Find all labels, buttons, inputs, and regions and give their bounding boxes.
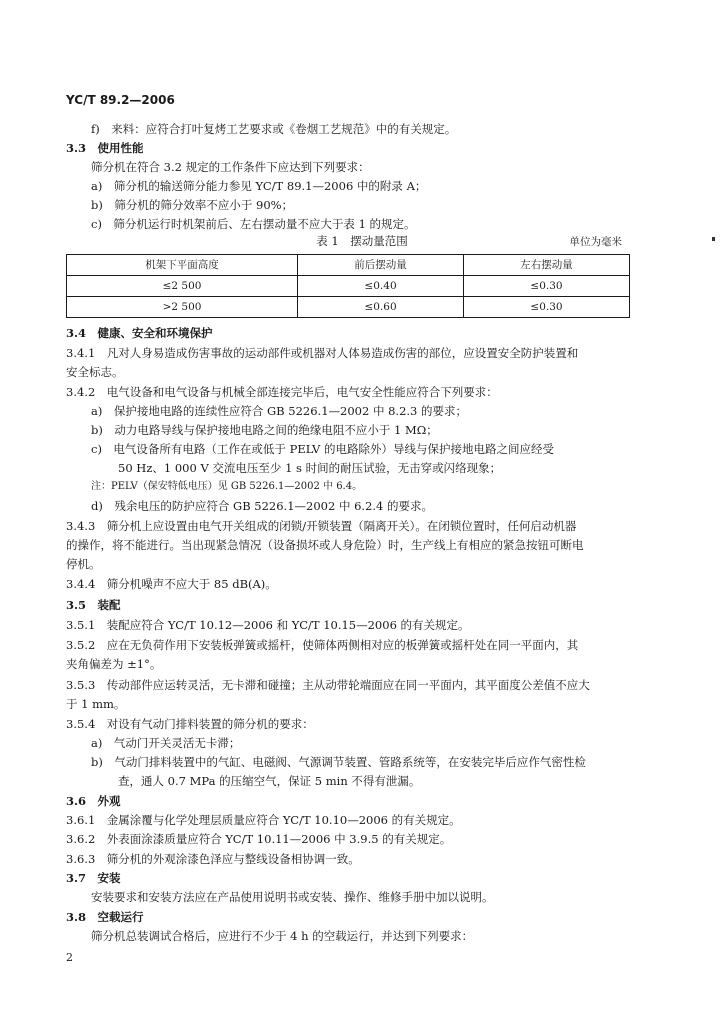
table-row (67, 297, 630, 318)
table-cell: >2 500 (67, 297, 298, 318)
table-unit: 单位为毫米 (569, 236, 622, 248)
standard-code: YC/T 89.2—2006 (66, 93, 175, 107)
table-cell: ≤2 500 (67, 276, 298, 297)
table-header-cell: 前后摆动量 (298, 255, 464, 276)
section-3-5-heading: 3.5 装配 (66, 598, 121, 612)
table-cell: ≤0.30 (464, 276, 630, 297)
section-3-6-heading: 3.6 外观 (66, 794, 121, 808)
table-cell: ≤0.60 (298, 297, 464, 318)
section-3-3-item-b: b) 筛分机的筛分效率不应小于 90%； (91, 198, 294, 212)
clause-3-4-4: 3.4.4 筛分机噪声不应大于 85 dB(A)。 (66, 577, 277, 591)
clause-3-6-3: 3.6.3 筛分机的外观涂漆色泽应与整线设备相协调一致。 (66, 852, 360, 866)
clause-3-5-3-line-2: 于 1 mm。 (66, 697, 126, 711)
clause-3-4-2-item-a: a) 保护接地电路的连续性应符合 GB 5226.1—2002 中 8.2.3 的要求； (91, 404, 468, 418)
item-f: f) 来料：应符合打叶复烤工艺要求或《卷烟工艺规范》中的有关规定。 (91, 122, 457, 136)
table-title: 表 1 摆动量范围 (316, 234, 408, 248)
section-3-7-heading: 3.7 安装 (66, 871, 121, 885)
table-cell: ≤0.30 (464, 297, 630, 318)
clause-3-4-1-line-1: 3.4.1 凡对人身易造成伤害事故的运动部件或机器对人体易造成伤害的部位，应设置安全防护装置和 (66, 346, 579, 360)
table-header-row (67, 255, 630, 276)
clause-3-4-1-line-2: 安全标志。 (66, 365, 124, 379)
clause-3-5-1: 3.5.1 装配应符合 YC/T 10.12—2006 和 YC/T 10.15—2006 的有关规定。 (66, 618, 470, 632)
clause-3-5-4-item-b-line-2: 查，通人 0.7 MPa 的压缩空气，保证 5 min 不得有泄漏。 (118, 774, 421, 788)
clause-3-4-2-item-c-line-2: 50 Hz、1 000 V 交流电压至少 1 s 时间的耐压试验，无击穿或闪络现象； (118, 461, 502, 475)
section-3-3-item-c: c) 筛分机运行时机架前后、左右摆动量不应大于表 1 的规定。 (91, 217, 416, 231)
clause-3-5-4-item-b-line-1: b) 气动门排料装置中的气缸、电磁阀、气源调节装置、管路系统等，在安装完毕后应作气密性检 (91, 755, 586, 769)
section-3-8-heading: 3.8 空载运行 (66, 910, 144, 924)
clause-3-5-3-line-1: 3.5.3 传动部件应运转灵活，无卡滞和碰撞；主从动带轮端面应在同一平面内，其平面度公差值不应大 (66, 678, 590, 692)
swing-range-table (66, 254, 630, 318)
clause-3-4-2-item-d: d) 残余电压的防护应符合 GB 5226.1—2002 中 6.2.4 的要求。 (91, 499, 434, 513)
page-number: 2 (66, 951, 73, 964)
table-row (67, 276, 630, 297)
table-header-cell: 左右摆动量 (464, 255, 630, 276)
clause-3-5-2-line-2: 夹角偏差为 ±1°。 (66, 657, 162, 671)
clause-3-4-3-line-3: 停机。 (66, 557, 101, 571)
section-3-3-item-a: a) 筛分机的输送筛分能力参见 YC/T 89.1—2006 中的附录 A； (91, 179, 427, 193)
scan-speck (712, 237, 715, 241)
section-3-3-heading: 3.3 使用性能 (66, 141, 144, 155)
clause-3-5-4-item-a: a) 气动门开关灵活无卡滞； (91, 736, 241, 750)
table-header-cell: 机架下平面高度 (67, 255, 298, 276)
clause-3-4-2: 3.4.2 电气设备和电气设备与机械全部连接完毕后，电气安全性能应符合下列要求： (66, 385, 498, 399)
section-3-8-text: 筛分机总装调试合格后，应进行不少于 4 h 的空载运行，并达到下列要求： (91, 929, 474, 943)
table-cell: ≤0.40 (298, 276, 464, 297)
clause-3-4-2-item-c-line-1: c) 电气设备所有电路（工作在或低于 PELV 的电路除外）导线与保护接地电路之间应经受 (91, 442, 554, 456)
section-3-4-heading: 3.4 健康、安全和环境保护 (66, 326, 213, 340)
section-3-7-text: 安装要求和安装方法应在产品使用说明书或安装、操作、维修手册中加以说明。 (91, 890, 494, 904)
clause-3-6-2: 3.6.2 外表面涂漆质量应符合 YC/T 10.11—2006 中 3.9.5 的有关规定。 (66, 832, 452, 846)
clause-3-4-2-note: 注：PELV（保安特低电压）见 GB 5226.1—2002 中 6.4。 (91, 481, 363, 492)
section-3-3-intro: 筛分机在符合 3.2 规定的工作条件下应达到下列要求： (91, 160, 370, 174)
clause-3-4-2-item-b: b) 动力电路导线与保护接地电路之间的绝缘电阻不应小于 1 MΩ； (91, 423, 438, 437)
clause-3-4-3-line-1: 3.4.3 筛分机上应设置由电气开关组成的闭锁/开锁装置（隔离开关）。在闭锁位置时，任何启动机器 (66, 519, 577, 533)
clause-3-4-3-line-2: 的操作，将不能进行。当出现紧急情况（设备损坏或人身危险）时，生产线上有相应的紧急按钮可断电 (66, 538, 584, 552)
clause-3-5-2-line-1: 3.5.2 应在无负荷作用下安装板弹簧或摇杆，使筛体两侧相对应的板弹簧或摇杆处在同一平面内，其 (66, 638, 579, 652)
clause-3-5-4: 3.5.4 对设有气动门排料装置的筛分机的要求： (66, 717, 314, 731)
clause-3-6-1: 3.6.1 金属涂覆与化学处理层质量应符合 YC/T 10.10—2006 的有关规定。 (66, 813, 461, 827)
